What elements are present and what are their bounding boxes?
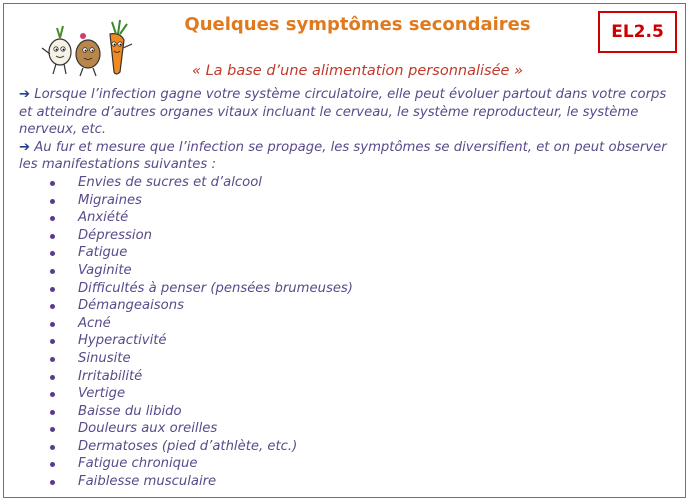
list-item: [19, 192, 674, 210]
list-item: [19, 403, 674, 421]
list-item: [19, 280, 674, 298]
list-item-text: Faiblesse musculaire: [78, 474, 217, 490]
list-item-text: Démangeaisons: [78, 298, 184, 314]
list-item-text: Fatigue chronique: [78, 456, 198, 472]
list-item: [19, 368, 674, 386]
bullet-icon: [50, 427, 55, 432]
content-body: [19, 86, 674, 491]
page-title: Quelques symptômes secondaires: [184, 14, 531, 35]
bullet-icon: [50, 410, 55, 415]
paragraph-1-text: Lorsque l’infection gagne votre système circulatoire, elle peut évoluer partout dans votre corps et atteindre d’autres organes vitaux incluant le cerveau, le système reproducteur, le système nerveux, etc.: [19, 87, 667, 138]
bullet-icon: [50, 357, 55, 362]
list-item-text: Difficultés à penser (pensées brumeuses): [78, 280, 353, 296]
list-item-text: Dermatoses (pied d’athlète, etc.): [78, 438, 298, 454]
list-item-text: Vaginite: [78, 262, 132, 278]
bullet-icon: [50, 339, 55, 344]
bullet-icon: [50, 269, 55, 274]
list-item: [19, 227, 674, 245]
bullet-icon: [50, 375, 55, 380]
list-item-text: Fatigue: [78, 245, 128, 261]
list-item-text: Baisse du libido: [78, 403, 182, 419]
list-item: [19, 332, 674, 350]
intro-paragraph: [19, 86, 674, 139]
list-item-text: Hyperactivité: [78, 333, 167, 349]
list-item: [19, 438, 674, 456]
list-item-text: Envies de sucres et d’alcool: [78, 174, 262, 190]
list-item: [19, 262, 674, 280]
list-item: [19, 420, 674, 438]
list-item-text: Anxiété: [78, 210, 129, 226]
list-item: [19, 350, 674, 368]
bullet-icon: [50, 199, 55, 204]
bullet-icon: [50, 480, 55, 485]
bullet-icon: [50, 234, 55, 239]
list-item: [19, 297, 674, 315]
bullet-icon: [50, 462, 55, 467]
bullet-icon: [50, 287, 55, 292]
list-item-text: Sinusite: [78, 350, 131, 366]
bullet-icon: [50, 445, 55, 450]
symptom-list: [19, 174, 674, 491]
bullet-icon: [50, 304, 55, 309]
bullet-icon: [50, 322, 55, 327]
paragraph-2-text: Au fur et mesure que l’infection se propage, les symptômes se diversifient, et on peut observer les manifestations suivantes :: [19, 139, 667, 173]
list-item: [19, 244, 674, 262]
bullet-icon: [50, 216, 55, 221]
list-item-text: Douleurs aux oreilles: [78, 421, 218, 437]
list-item: [19, 473, 674, 491]
list-item: [19, 315, 674, 333]
arrow-right-icon: ➔: [19, 87, 31, 102]
list-item-text: Acné: [78, 315, 111, 331]
bullet-icon: [50, 181, 55, 186]
list-item-text: Irritabilité: [78, 368, 143, 384]
list-item-text: Dépression: [78, 227, 153, 243]
list-item: [19, 174, 674, 192]
list-item: [19, 385, 674, 403]
list-item-text: Vertige: [78, 386, 126, 402]
bullet-icon: [50, 392, 55, 397]
bullet-icon: [50, 251, 55, 256]
document-code-badge: EL2.5: [598, 11, 677, 53]
second-paragraph: [19, 139, 674, 174]
list-item-text: Migraines: [78, 192, 142, 208]
arrow-right-icon: ➔: [19, 139, 31, 155]
list-item: [19, 455, 674, 473]
list-item: [19, 209, 674, 227]
page-subtitle: « La base d’une alimentation personnalisée »: [192, 63, 523, 79]
